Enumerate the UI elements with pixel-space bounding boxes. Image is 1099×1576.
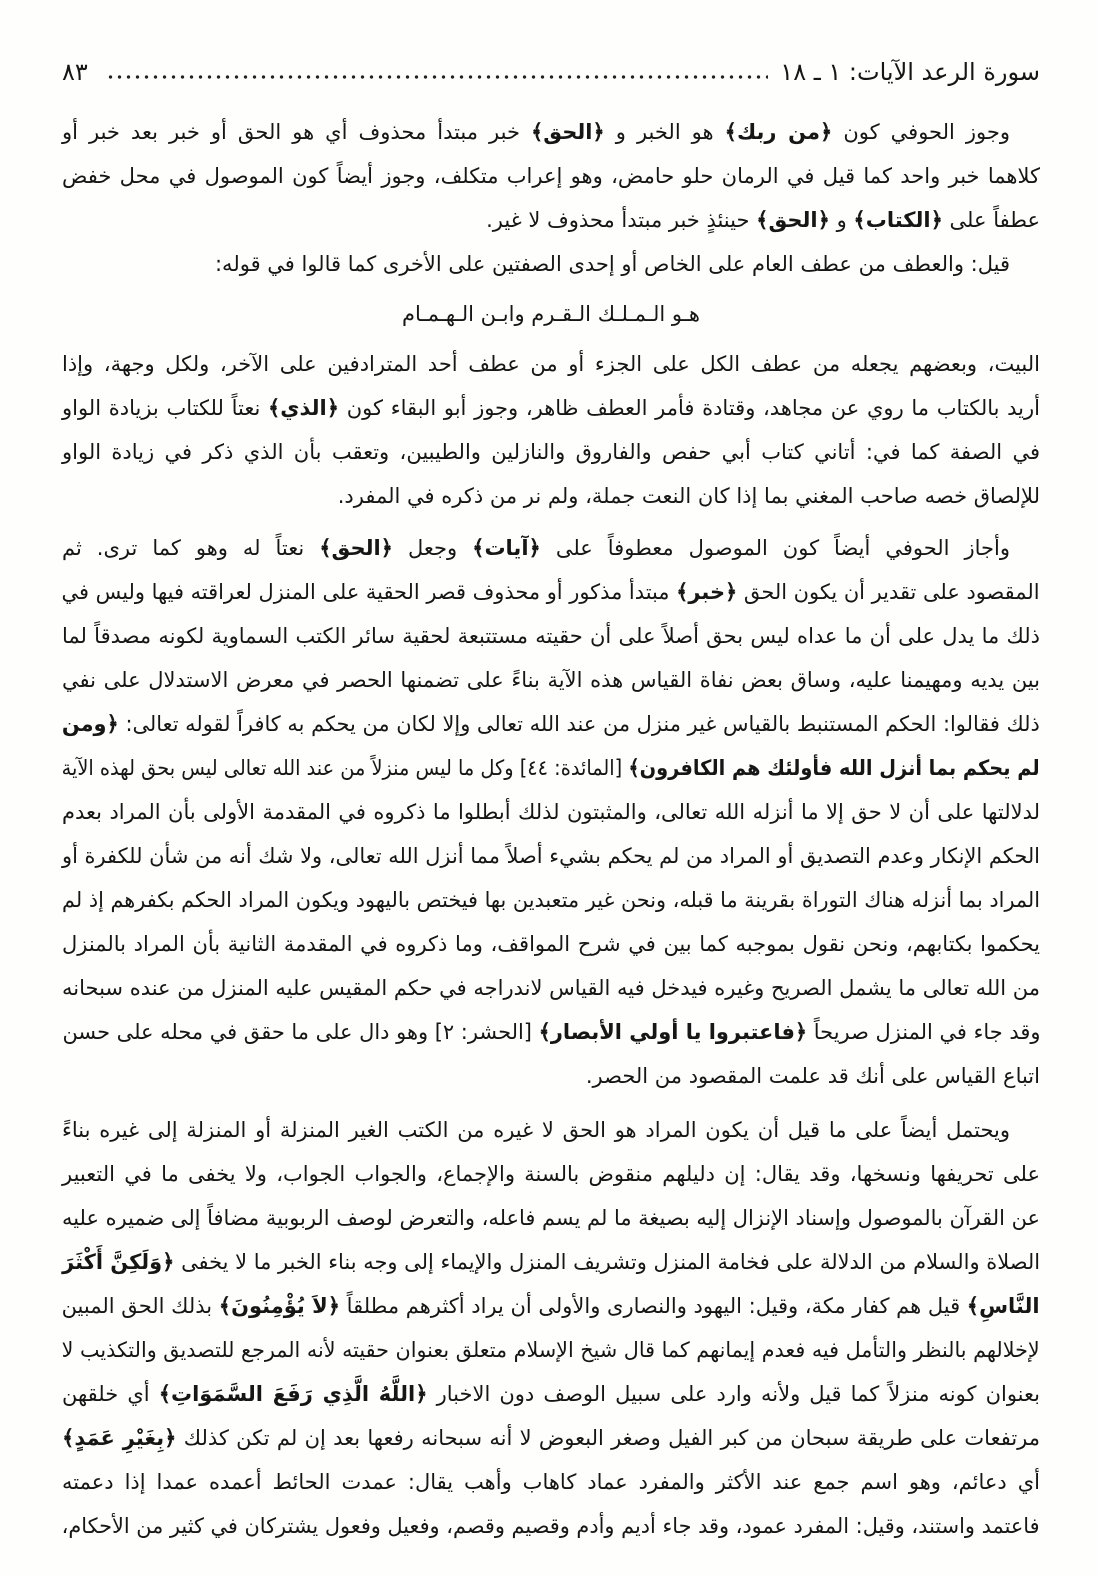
text-run: وأجاز الحوفي أيضاً كون الموصول معطوفاً على <box>540 536 1010 560</box>
text-run: قيل: والعطف من عطف العام على الخاص أو إحدى الصفتين على الأخرى كما قالوا في قوله: <box>214 252 1010 276</box>
text-line-content <box>62 1460 1040 1504</box>
quran-quote: ﴿الحق﴾ <box>756 208 830 232</box>
paragraph-1 <box>62 110 1040 242</box>
quran-quote: ﴿الذي﴾ <box>267 396 340 420</box>
text-line <box>62 1372 1040 1416</box>
quran-quote: ﴿وَلَكِنَّ أَكْثَرَ <box>62 1250 175 1274</box>
text-run: لإخلالهم بالنظر والتأمل فيه فعدم إيمانهم كما قال شيخ الإسلام متعلق بعنوان حقيته لأنه المرجع للتصديق والتكذيب لا <box>62 1338 1040 1362</box>
text-line <box>62 1328 1040 1372</box>
text-line-content <box>62 1416 1040 1460</box>
text-run: اتباع القياس على أنك قد علمت المقصود من الحصر. <box>585 1064 1040 1088</box>
text-run: وجوز الحوفي كون <box>832 120 1010 144</box>
quran-quote: ﴿بِغَيْرِ عَمَدٍ﴾ <box>62 1426 177 1450</box>
text-line-content <box>62 922 1040 966</box>
quran-quote: ﴿الكتاب﴾ <box>853 208 943 232</box>
quran-quote: ﴿لاَ يُؤْمِنُونَ﴾ <box>219 1294 341 1318</box>
text-run: للإلصاق خصه صاحب المغني بما إذا كان النعت جملة، ولم نر من ذكره في المفرد. <box>337 484 1040 508</box>
paragraph-3 <box>62 342 1040 518</box>
text-line <box>62 570 1040 614</box>
text-line-content <box>62 1372 1040 1416</box>
text-line-content <box>62 1108 1010 1152</box>
quran-quote: ﴿اللَّهُ الَّذِي رَفَعَ السَّمَوَاتِ﴾ <box>158 1382 428 1406</box>
text-run: [الحشر: ٢] وهو دال على ما حقق في محله على حسن <box>62 1020 539 1044</box>
text-line-content <box>62 1152 1040 1196</box>
text-line <box>62 834 1040 878</box>
paragraph-5 <box>62 1108 1040 1548</box>
quran-quote: ﴿خبر﴾ <box>676 580 738 604</box>
text-line <box>62 342 1040 386</box>
text-run: خبر مبتدأ محذوف أي هو الحق أو خبر بعد خبر أو <box>62 120 531 144</box>
text-run: وجعل <box>393 536 473 560</box>
text-line-content <box>62 834 1040 878</box>
text-line <box>62 1284 1040 1328</box>
text-line <box>62 474 1040 518</box>
text-line-content <box>338 474 1040 518</box>
text-line <box>62 1416 1040 1460</box>
text-run: بذلك الحق المبين <box>62 1294 220 1318</box>
text-line-content <box>586 1054 1040 1098</box>
text-run: ذلك فقالوا: الحكم المستنبط بالقياس غير منزل من عند الله تعالى وإلا لكان من يحكم به كافراً لقوله تعالى: <box>118 712 1040 736</box>
text-line <box>62 702 1040 746</box>
text-line-content <box>62 386 1040 430</box>
text-run: فاعتمد واستند، وقيل: المفرد عمود، وقد جاء أديم وأدم وقصيم وقصم، وفعيل وفعول يشتركان في كثير من الأحكام، <box>62 1514 1040 1538</box>
surah-title: سورة الرعد الآيات: ١ ـ ١٨ <box>780 58 1040 86</box>
text-line <box>62 1240 1040 1284</box>
text-line <box>62 386 1040 430</box>
text-run: عن القرآن بالموصول وإسناد الإنزال إليه بصيغة ما لم يسم فاعله، والتعرض لوصف الربوبية مضافاً إلى ضميره عليه <box>62 1206 1040 1230</box>
page-body <box>62 110 1040 1548</box>
text-line-content <box>62 1284 1040 1328</box>
text-line <box>62 1054 1040 1098</box>
text-line-content <box>62 1240 1040 1284</box>
text-run: حينئذٍ خبر مبتدأ محذوف لا غير. <box>486 208 757 232</box>
text-line <box>62 966 1040 1010</box>
text-line-content <box>62 342 1040 386</box>
text-run: أي خلقهن <box>62 1382 159 1406</box>
text-line <box>62 1108 1040 1152</box>
text-line <box>62 1010 1040 1054</box>
quran-quote: لم يحكم بما أنزل الله فأولئك هم الكافرون﴾ <box>628 756 1040 780</box>
text-run: من الله تعالى ما يشمل الصريح وغيره فيدخل فيه القياس لاندراجه في حكم المقيس عليه المنزل من عنده سبحانه <box>62 976 1040 1000</box>
quran-quote: ﴿الحق﴾ <box>530 120 605 144</box>
text-line-content <box>62 1328 1040 1372</box>
text-line <box>62 614 1040 658</box>
poetry-verse: هـو الـمـلـك الـقـرم وابـن الـهـمـام <box>402 302 700 326</box>
text-line <box>62 922 1040 966</box>
text-run: ويحتمل أيضاً على ما قيل أن يكون المراد هو الحق لا غيره من الكتب الغير المنزلة أو المنزلة إلى غيره بناءً <box>62 1118 1010 1142</box>
text-line <box>62 1196 1040 1240</box>
text-run: المراد بما أنزله هناك التوراة بقرينة ما قبله، ونحن غير متعبدين بها فيختص باليهود ويكون المراد الحكم بكفرهم إذ لم <box>62 888 1040 912</box>
text-run: الحكم الإنكار وعدم التصديق أو المراد من لم يحكم بشيء أصلاً مما أنزل الله تعالى، ولا شك أنه من شأن للكفرة أو <box>62 844 1040 868</box>
paragraph-2 <box>62 242 1040 286</box>
quran-quote: ﴿الحق﴾ <box>319 536 393 560</box>
text-line-content <box>215 242 1010 286</box>
text-run: المقصود على تقدير أن يكون الحق <box>737 580 1040 604</box>
text-line-content <box>62 878 1040 922</box>
text-run: و <box>829 208 854 232</box>
text-line <box>62 242 1040 286</box>
quran-quote: ﴿من ربك﴾ <box>724 120 833 144</box>
text-run: قيل هم كفار مكة، وقيل: اليهود والنصارى والأولى أن يراد أكثرهم مطلقاً <box>340 1294 968 1318</box>
text-run: نعتاً للكتاب بزيادة الواو <box>61 396 268 420</box>
text-run: على تحريفها ونسخها، وقد يقال: إن دليلهم منقوض بالسنة والإجماع، والجواب الجواب، ولا يخفى ما في التعبير <box>62 1162 1040 1186</box>
text-run: مرتفعات على طريقة سبحان من كبر الفيل وصغر البعوض لا أنه سبحانه رفعها بعد إن لم تكن كذلك <box>176 1426 1040 1450</box>
text-line <box>62 198 1040 242</box>
text-run: الصلاة والسلام من الدلالة على فخامة المنزل وتشريف المنزل والإيماء إلى وجه بناء الخبر ما لا يخفى <box>174 1250 1040 1274</box>
text-run: هو الخبر و <box>604 120 725 144</box>
text-line-content <box>62 570 1040 614</box>
text-run: أي دعائم، وهو اسم جمع عند الأكثر والمفرد عماد كاهاب وأهب يقال: عمدت الحائط أعمده عمدا إذا دعمته <box>62 1470 1040 1494</box>
text-line <box>62 790 1040 834</box>
text-line <box>62 746 1040 790</box>
text-line-content <box>62 966 1040 1010</box>
text-line <box>62 430 1040 474</box>
text-run: وقد جاء في المنزل صريحاً <box>806 1020 1040 1044</box>
text-line <box>62 526 1040 570</box>
text-line-content <box>62 526 1010 570</box>
text-line-content <box>62 790 1040 834</box>
running-header <box>62 50 1040 94</box>
text-run: [المائدة: ٤٤] وكل ما ليس منزلاً من عند الله تعالى ليس بحق لهذه الآية <box>62 756 629 780</box>
text-line <box>62 110 1040 154</box>
text-line <box>62 154 1040 198</box>
text-run: نعتاً له وهو كما ترى. ثم <box>61 536 320 560</box>
text-line-content <box>62 746 1040 790</box>
dotted-leader <box>106 73 769 81</box>
text-run: أريد بالكتاب ما روي عن مجاهد، وقتادة فأمر العطف ظاهر، وجوز أبو البقاء كون <box>339 396 1040 420</box>
text-run: مبتدأ مذكور أو محذوف قصر الحقية على المنزل لعراقته فيها وليس في <box>62 580 677 604</box>
text-run: عطفاً على <box>942 208 1040 232</box>
page-number: ٨٣ <box>62 58 88 86</box>
text-line-content <box>62 1504 1040 1548</box>
text-line <box>62 1460 1040 1504</box>
text-run: بعنوان كونه منزلاً كما قيل ولأنه وارد على سبيل الوصف دون الاخبار <box>427 1382 1040 1406</box>
text-line-content <box>62 702 1040 746</box>
text-line <box>62 658 1040 702</box>
text-run: لدلالتها على أن لا حق إلا ما أنزله الله تعالى، والمثبتون لذلك أبطلوا ما ذكروه في المقدمة الأولى بأن المراد بعدم <box>62 800 1040 824</box>
text-line <box>62 878 1040 922</box>
text-run: يحكموا بكتابهم، ونحن نقول بموجبه كما بين في شرح المواقف، وما ذكروه في المقدمة الثانية بأن المراد بالمنزل <box>62 932 1040 956</box>
text-run: كلاهما خبر واحد كما قيل في الرمان حلو حامض، وهو إعراب متكلف، وجوز أيضاً كون الموصول في محل خفض <box>62 164 1040 188</box>
text-run: في الصفة كما في: أتاني كتاب أبي حفص والفاروق والنازلين والطيبين، وتعقب بأن الذي ذكر في زيادة الواو <box>62 440 1040 464</box>
text-line <box>62 1504 1040 1548</box>
quran-quote: ﴿آيات﴾ <box>472 536 541 560</box>
text-line-content <box>62 1196 1040 1240</box>
quran-quote: النَّاسِ﴾ <box>967 1294 1040 1318</box>
text-line-content <box>62 110 1010 154</box>
quran-quote: ﴿ومن <box>62 712 119 736</box>
text-line-content <box>62 154 1040 198</box>
text-line-content <box>62 430 1040 474</box>
text-line-content <box>62 614 1040 658</box>
quran-quote: ﴿فاعتبروا يا أولي الأبصار﴾ <box>538 1020 807 1044</box>
text-run: بين يديه ومهيمنا عليه، وساق بعض نفاة القياس هذه الآية بناءً على تضمنها الحصر في معرض الاستدلال على نفي <box>62 668 1040 692</box>
text-line <box>62 1152 1040 1196</box>
paragraph-4 <box>62 526 1040 1098</box>
text-line-content <box>62 1010 1040 1054</box>
text-run: ذلك ما يدل على أن ما عداه ليس بحق أصلاً على أن حقيته مستتبعة لحقية سائر الكتب السماوية لكونه مصدقاً لما <box>62 624 1040 648</box>
text-line-content <box>486 198 1040 242</box>
text-line-content <box>62 658 1040 702</box>
text-run: البيت، وبعضهم يجعله من عطف الكل على الجزء أو من عطف أحد المترادفين على الآخر، ولكل وجهة، وإذا <box>62 352 1040 376</box>
